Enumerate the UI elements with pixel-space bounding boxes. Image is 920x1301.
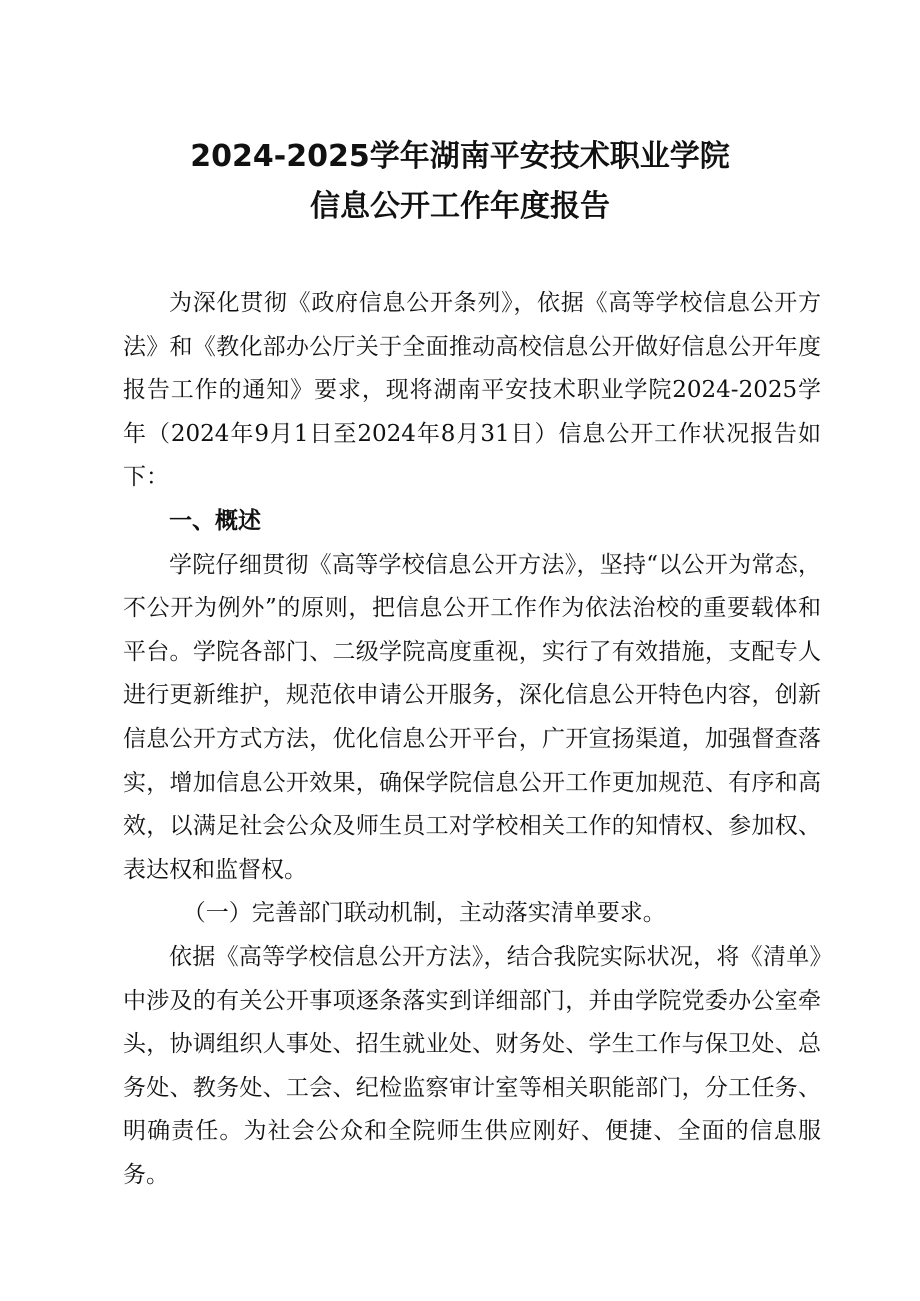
document-title-line-1: 2024-2025学年湖南平安技术职业学院 — [190, 139, 730, 174]
subsection-paragraph: 依据《高等学校信息公开方法》，结合我院实际状况，将《清单》中涉及的有关公开事项逐条落实到详细部门，并由学院党委办公室牵头，协调组织人事处、招生就业处、财务处、学生工作与保卫处、总务处、教务处、工会、纪检监察审计室等相关职能部门，分工任务、明确责任。为社会公众和全院师生供应刚好、便捷、全面的信息服务。 — [123, 943, 821, 1188]
document-body — [123, 282, 821, 1197]
intro-paragraph: 为深化贯彻《政府信息公开条列》，依据《高等学校信息公开方法》和《教化部办公厅关于全面推动高校信息公开做好信息公开年度报告工作的通知》要求，现将湖南平安技术职业学院2024-2025学年（2024年9月1日至2024年8月31日）信息公开工作状况报告如下： — [123, 290, 821, 491]
document-title-line-2: 信息公开工作年度报告 — [310, 189, 610, 224]
overview-paragraph: 学院仔细贯彻《高等学校信息公开方法》，坚持“以公开为常态，不公开为例外”的原则，把信息公开工作作为依法治校的重要载体和平台。学院各部门、二级学院高度重视，实行了有效措施，支配专人进行更新维护，规范依申请公开服务，深化信息公开特色内容，创新信息公开方式方法，优化信息公开平台，广开宣扬渠道，加强督查落实，增加信息公开效果，确保学院信息公开工作更加规范、有序和高效，以满足社会公众及师生员工对学校相关工作的知情权、参加权、表达权和监督权。 — [123, 551, 821, 883]
subsection-heading-1: （一）完善部门联动机制，主动落实清单要求。 — [182, 900, 666, 927]
section-heading-overview: 一、概述 — [169, 507, 261, 534]
